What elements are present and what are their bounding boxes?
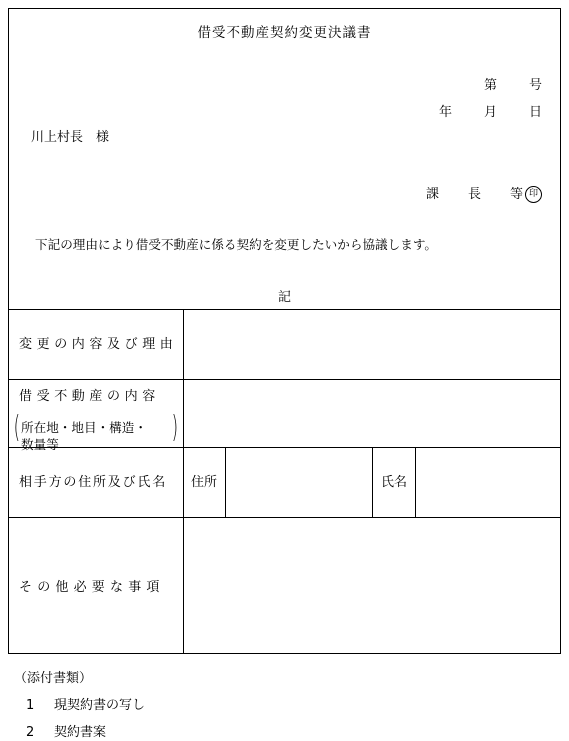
attachments-title: （添付書類） xyxy=(14,671,93,686)
seal-icon: 印 xyxy=(525,186,542,203)
attachment-text: 契約書案 xyxy=(54,725,107,740)
number-prefix: 第 xyxy=(483,78,497,93)
sender-line xyxy=(426,186,542,203)
sender-ka: 課 xyxy=(425,187,439,202)
document-title: 借受不動産契約変更決議書 xyxy=(197,25,372,41)
name-label-left-divider xyxy=(372,447,373,517)
body-text: 下記の理由により借受不動産に係る契約を変更したいから協議します。 xyxy=(35,237,437,252)
name-label: 氏名 xyxy=(381,475,408,490)
attachment-item xyxy=(26,699,145,712)
property-detail-line1: 所在地・地目・構造・ xyxy=(21,420,147,435)
date-month: 月 xyxy=(483,105,497,120)
row-counterparty-label: 相手方の住所及び氏名 xyxy=(19,475,168,490)
row-change-content-label: 変更の内容及び理由 xyxy=(19,337,178,352)
attachment-item xyxy=(26,726,106,739)
date-year: 年 xyxy=(438,105,452,120)
document-number-line xyxy=(484,79,542,92)
left-paren-icon: ( xyxy=(13,410,21,445)
sender-to: 等 xyxy=(509,187,523,202)
row-other-matters-label: その他必要な事項 xyxy=(19,580,165,595)
addressee: 川上村長 様 xyxy=(31,130,110,145)
change-content-field[interactable] xyxy=(184,310,560,378)
attachment-text: 現契約書の写し xyxy=(54,698,146,713)
form-frame xyxy=(8,8,561,654)
number-suffix: 号 xyxy=(528,78,542,93)
property-content-field[interactable] xyxy=(184,380,560,446)
address-label: 住所 xyxy=(191,475,218,490)
right-paren-icon: ) xyxy=(171,410,179,445)
ki-heading: 記 xyxy=(277,290,291,305)
property-detail-line2: 数量等 xyxy=(21,437,59,452)
sender-cho: 長 xyxy=(467,187,481,202)
date-line xyxy=(439,106,542,119)
property-detail-note xyxy=(13,410,187,452)
name-field[interactable] xyxy=(416,448,560,516)
other-matters-field[interactable] xyxy=(184,518,560,653)
attachment-number: 2 xyxy=(26,725,35,740)
attachment-number: 1 xyxy=(26,698,35,713)
address-field[interactable] xyxy=(226,448,371,516)
row-property-content-label: 借受不動産の内容 xyxy=(19,389,160,404)
date-day: 日 xyxy=(528,105,542,120)
